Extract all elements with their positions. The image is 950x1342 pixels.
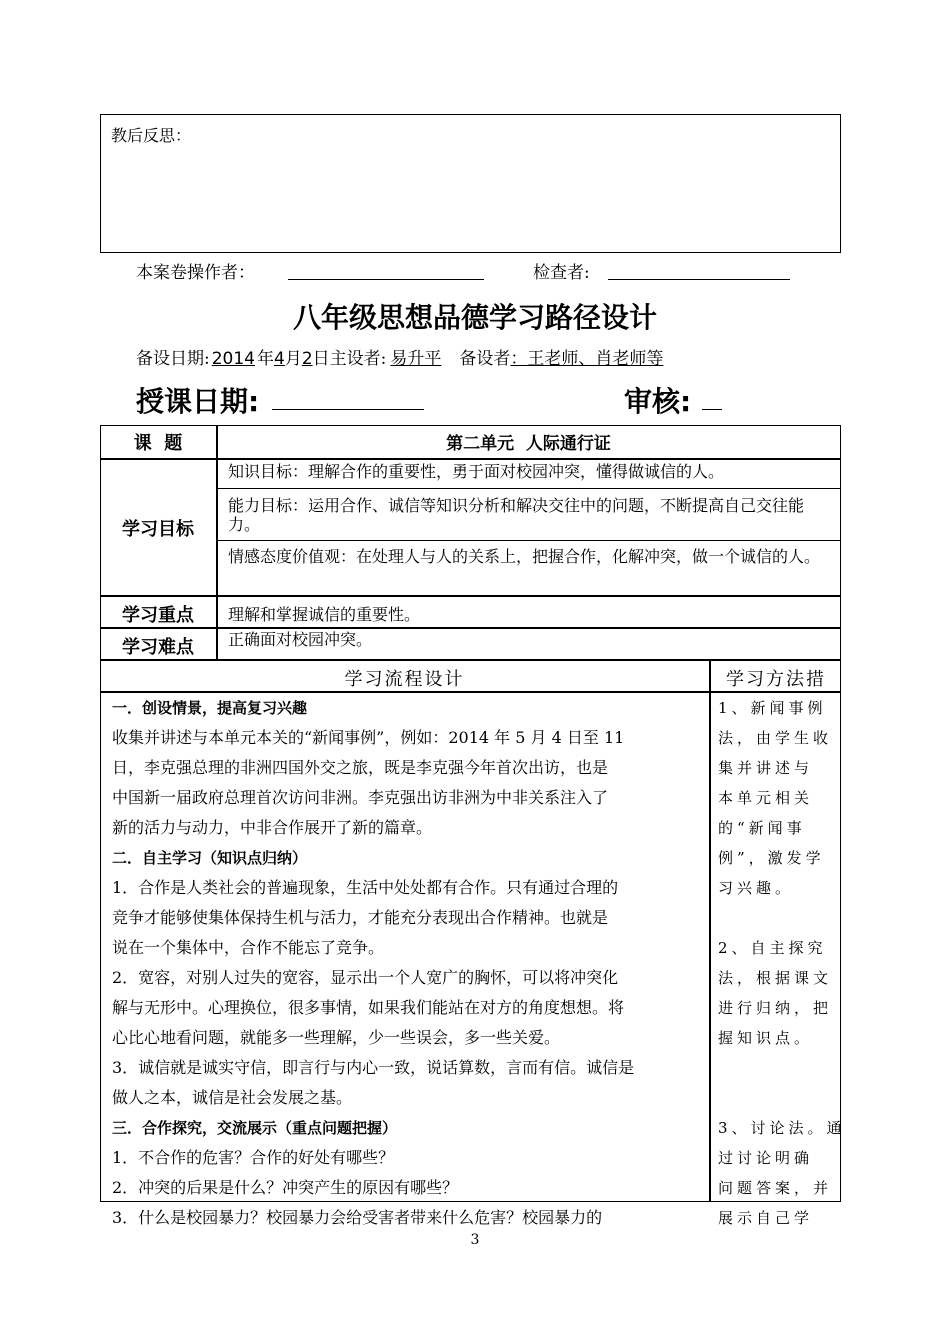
method-line: 问题答案，并: [718, 1179, 833, 1197]
lead-label: 主设者:: [329, 349, 387, 369]
review-blank: [702, 409, 722, 410]
row-divider: [100, 458, 841, 460]
co-designers: ：王老师、肖老师等: [510, 349, 664, 369]
method-header: 学习方法措: [726, 669, 826, 690]
method-line: 习兴趣。: [718, 879, 795, 897]
reflection-box: [100, 114, 841, 253]
flow-text-line: 1．不合作的危害？合作的好处有哪些？: [112, 1148, 395, 1167]
focus-value: 理解和掌握诚信的重要性。: [228, 605, 421, 624]
flow-text-line: 收集并讲述与本单元本关的“新闻事例”，例如：2014 年 5 月 4 日至 11: [112, 728, 625, 747]
prep-day: 2: [301, 349, 313, 369]
flow-text-line: 解与无形中。心理换位，很多事情，如果我们能站在对方的角度想想。将: [112, 998, 625, 1017]
prep-month: 4: [274, 349, 285, 369]
flow-text-line: 2．宽容，对别人过失的宽容，显示出一个人宽广的胸怀，可以将冲突化: [112, 968, 619, 987]
flow-text-line: 做人之本，诚信是社会发展之基。: [112, 1088, 353, 1107]
checker-label: 检查者:: [533, 263, 590, 283]
method-line: 过讨论明确: [718, 1149, 814, 1167]
difficulty-label: 学习难点: [122, 637, 194, 658]
method-content: [718, 693, 846, 1233]
reflection-label: 教后反思：: [111, 126, 192, 145]
method-line: 集并讲述与: [718, 759, 814, 777]
checker-blank: [608, 279, 790, 280]
method-line: 展示自己学: [718, 1209, 814, 1227]
method-line: 握知识点。: [718, 1029, 814, 1047]
row-divider: [216, 488, 841, 489]
teach-date-blank: [272, 409, 424, 410]
co-label: 备设者: [459, 349, 511, 369]
meta-line: [136, 344, 663, 369]
flow-text-line: 心比心地看问题，就能多一些理解，少一些误会，多一些关爱。: [112, 1028, 561, 1047]
page-number: 3: [470, 1232, 480, 1248]
flow-text-line: 日，李克强总理的非洲四国外交之旅，既是李克强今年首次出访，也是: [112, 758, 609, 777]
row-divider: [100, 659, 841, 661]
method-line: 的“新闻事: [718, 819, 806, 837]
col-divider: [709, 659, 711, 1202]
goal-emotion: 情感态度价值观：在处理人与人的关系上，把握合作，化解冲突，做一个诚信的人。: [228, 547, 821, 566]
method-spacer: [718, 1053, 834, 1113]
row-divider: [100, 627, 841, 629]
flow-text-line: 说在一个集体中，合作不能忘了竞争。: [112, 938, 385, 957]
goal-knowledge: 知识目标：理解合作的重要性，勇于面对校园冲突，懂得做诚信的人。: [228, 462, 725, 481]
focus-label: 学习重点: [122, 605, 194, 626]
flow-content: [112, 693, 704, 1233]
section-3-title: 三．合作探究，交流展示（重点问题把握）: [112, 1119, 398, 1137]
review-label: 审核:: [624, 385, 692, 418]
method-line: 法，根据课文: [718, 969, 833, 987]
prep-date-label: 备设日期:: [136, 349, 210, 369]
flow-text-line: 3．诚信就是诚实守信，即言行与内心一致，说话算数，言而有信。诚信是: [112, 1058, 635, 1077]
operator-label: 本案卷操作者：: [136, 263, 255, 283]
operator-blank: [288, 279, 484, 280]
method-line: 本单元相关: [718, 789, 814, 807]
topic-label: 课 题: [133, 433, 183, 454]
method-line: 2、自主探究: [718, 939, 827, 957]
method-line: 例”，激发学: [718, 849, 825, 867]
teach-date-label: 授课日期:: [136, 385, 260, 418]
flow-text-line: 新的活力与动力，中非合作展开了新的篇章。: [112, 818, 433, 837]
day-unit: 日: [312, 349, 330, 369]
method-line: 1、新闻事例: [718, 699, 827, 717]
method-line: 法，由学生收: [718, 729, 833, 747]
lead-designer: 易升平: [390, 349, 442, 369]
goals-label: 学习目标: [122, 519, 194, 540]
method-line: 3、讨论法。通: [718, 1119, 846, 1137]
method-spacer: [718, 903, 834, 933]
topic-value: 第二单元 人际通行证: [446, 434, 611, 454]
goal-ability: 能力目标：运用合作、诚信等知识分析和解决交往中的问题，不断提高自己交往能力。: [228, 496, 805, 534]
row-divider: [100, 595, 841, 597]
prep-year: 2014: [211, 349, 255, 369]
section-2-title: 二．自主学习（知识点归纳）: [112, 849, 308, 867]
flow-text-line: 竞争才能够使集体保持生机与活力，才能充分表现出合作精神。也就是: [112, 908, 609, 927]
flow-text-line: 3．什么是校园暴力？校园暴力会给受害者带来什么危害？校园暴力的: [112, 1208, 603, 1227]
flow-header: 学习流程设计: [344, 669, 465, 690]
flow-text-line: 2．冲突的后果是什么？冲突产生的原因有哪些？: [112, 1178, 459, 1197]
col-divider: [216, 425, 218, 659]
year-unit: 年: [257, 349, 274, 369]
month-unit: 月: [284, 349, 302, 369]
flow-text-line: 1．合作是人类社会的普遍现象，生活中处处都有合作。只有通过合理的: [112, 878, 619, 897]
section-1-title: 一．创设情景，提高复习兴趣: [112, 699, 308, 717]
row-divider: [216, 540, 841, 541]
method-line: 进行归纳，把: [718, 999, 833, 1017]
difficulty-value: 正确面对校园冲突。: [228, 630, 373, 649]
doc-title: 八年级思想品德学习路径设计: [292, 301, 657, 334]
flow-text-line: 中国新一届政府总理首次访问非洲。李克强出访非洲为中非关系注入了: [112, 788, 609, 807]
